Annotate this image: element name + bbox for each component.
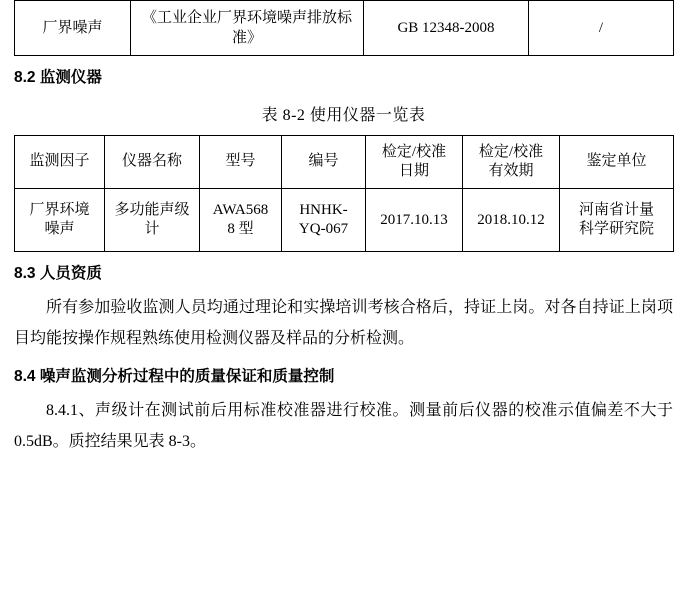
cell-calibration-validity: 2018.10.12 — [463, 189, 560, 252]
cell-instrument-name: 多功能声级 计 — [105, 189, 200, 252]
heading-8-3: 8.3 人员资质 — [14, 265, 102, 283]
col-header-calibration-validity: 检定/校准 有效期 — [463, 136, 560, 189]
paragraph-8-4: 8.4.1、声级计在测试前后用标准校准器进行校准。测量前后仪器的校准示值偏差不大于 0.5dB。质控结果见表 8-3。 — [14, 401, 673, 450]
standards-table — [14, 0, 674, 56]
standards-cell-factor: 厂界噪声 — [15, 1, 131, 56]
cell-calibration-date: 2017.10.13 — [366, 189, 463, 252]
col-header-calibration-date: 检定/校准 日期 — [366, 136, 463, 189]
standards-cell-standard: 《工业企业厂界环境噪声排放标准》 — [131, 1, 364, 56]
paragraph-8-3: 所有参加验收监测人员均通过理论和实操培训考核合格后，持证上岗。对各自持证上岗项目均能按操作规程熟练使用检测仪器及样品的分析检测。 — [14, 299, 673, 348]
table-row — [15, 1, 674, 56]
cell-factor: 厂界环境 噪声 — [15, 189, 105, 252]
heading-8-4: 8.4 噪声监测分析过程中的质量保证和质量控制 — [14, 367, 335, 385]
cell-serial: HNHK- YQ-067 — [282, 189, 366, 252]
cell-model: AWA568 8 型 — [200, 189, 282, 252]
cell-certifying-body: 河南省计量 科学研究院 — [560, 189, 674, 252]
col-header-factor: 监测因子 — [15, 136, 105, 189]
standards-cell-code: GB 12348-2008 — [364, 1, 529, 56]
col-header-model: 型号 — [200, 136, 282, 189]
col-header-serial: 编号 — [282, 136, 366, 189]
standards-cell-remark: / — [529, 1, 674, 56]
col-header-certifying-body: 鉴定单位 — [560, 136, 674, 189]
table-header-row — [15, 136, 674, 189]
instrument-table — [14, 135, 674, 252]
col-header-instrument-name: 仪器名称 — [105, 136, 200, 189]
table-caption-8-2: 表 8-2 使用仪器一览表 — [261, 107, 426, 125]
table-row — [15, 189, 674, 252]
heading-8-2: 8.2 监测仪器 — [14, 69, 102, 86]
